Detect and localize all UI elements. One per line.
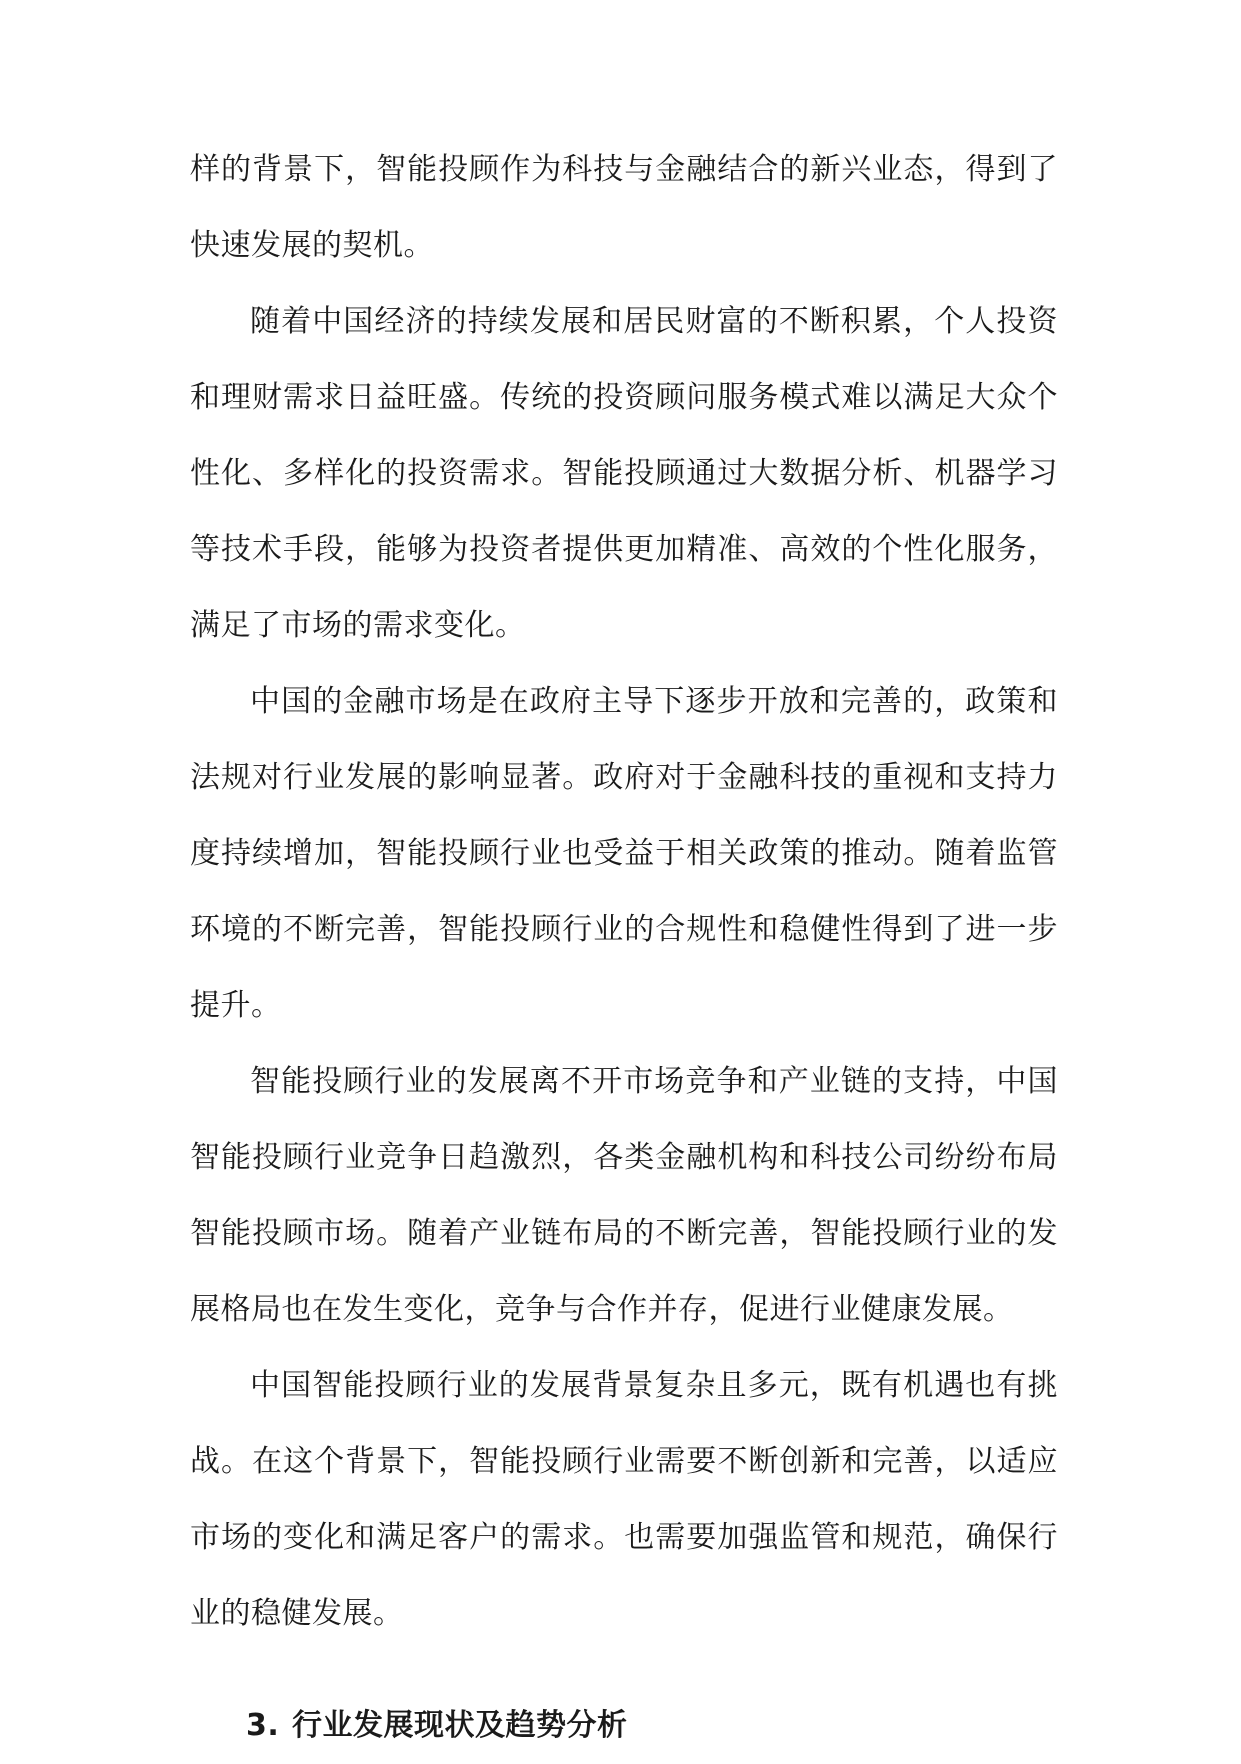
document-body — [190, 132, 1058, 1764]
paragraph-1: 样的背景下，智能投顾作为科技与金融结合的新兴业态，得到了快速发展的契机。 — [190, 152, 1058, 263]
paragraph-3: 中国的金融市场是在政府主导下逐步开放和完善的，政策和法规对行业发展的影响显著。政府对于金融科技的重视和支持力度持续增加，智能投顾行业也受益于相关政策的推动。随着监管环境的不断完善，智能投顾行业的合规性和稳健性得到了进一步提升。 — [190, 684, 1058, 1023]
section-number: 3. — [246, 1708, 280, 1743]
paragraph-4: 智能投顾行业的发展离不开市场竞争和产业链的支持，中国智能投顾行业竞争日趋激烈，各类金融机构和科技公司纷纷布局智能投顾市场。随着产业链布局的不断完善，智能投顾行业的发展格局也在发生变化，竞争与合作并存，促进行业健康发展。 — [190, 1064, 1058, 1327]
section-title: 行业发展现状及趋势分析 — [292, 1708, 628, 1743]
section-heading — [190, 1688, 1058, 1764]
paragraph-5: 中国智能投顾行业的发展背景复杂且多元，既有机遇也有挑战。在这个背景下，智能投顾行业需要不断创新和完善，以适应市场的变化和满足客户的需求。也需要加强监管和规范，确保行业的稳健发展。 — [190, 1368, 1058, 1631]
paragraph-2: 随着中国经济的持续发展和居民财富的不断积累，个人投资和理财需求日益旺盛。传统的投资顾问服务模式难以满足大众个性化、多样化的投资需求。智能投顾通过大数据分析、机器学习等技术手段，能够为投资者提供更加精准、高效的个性化服务，满足了市场的需求变化。 — [190, 304, 1058, 643]
